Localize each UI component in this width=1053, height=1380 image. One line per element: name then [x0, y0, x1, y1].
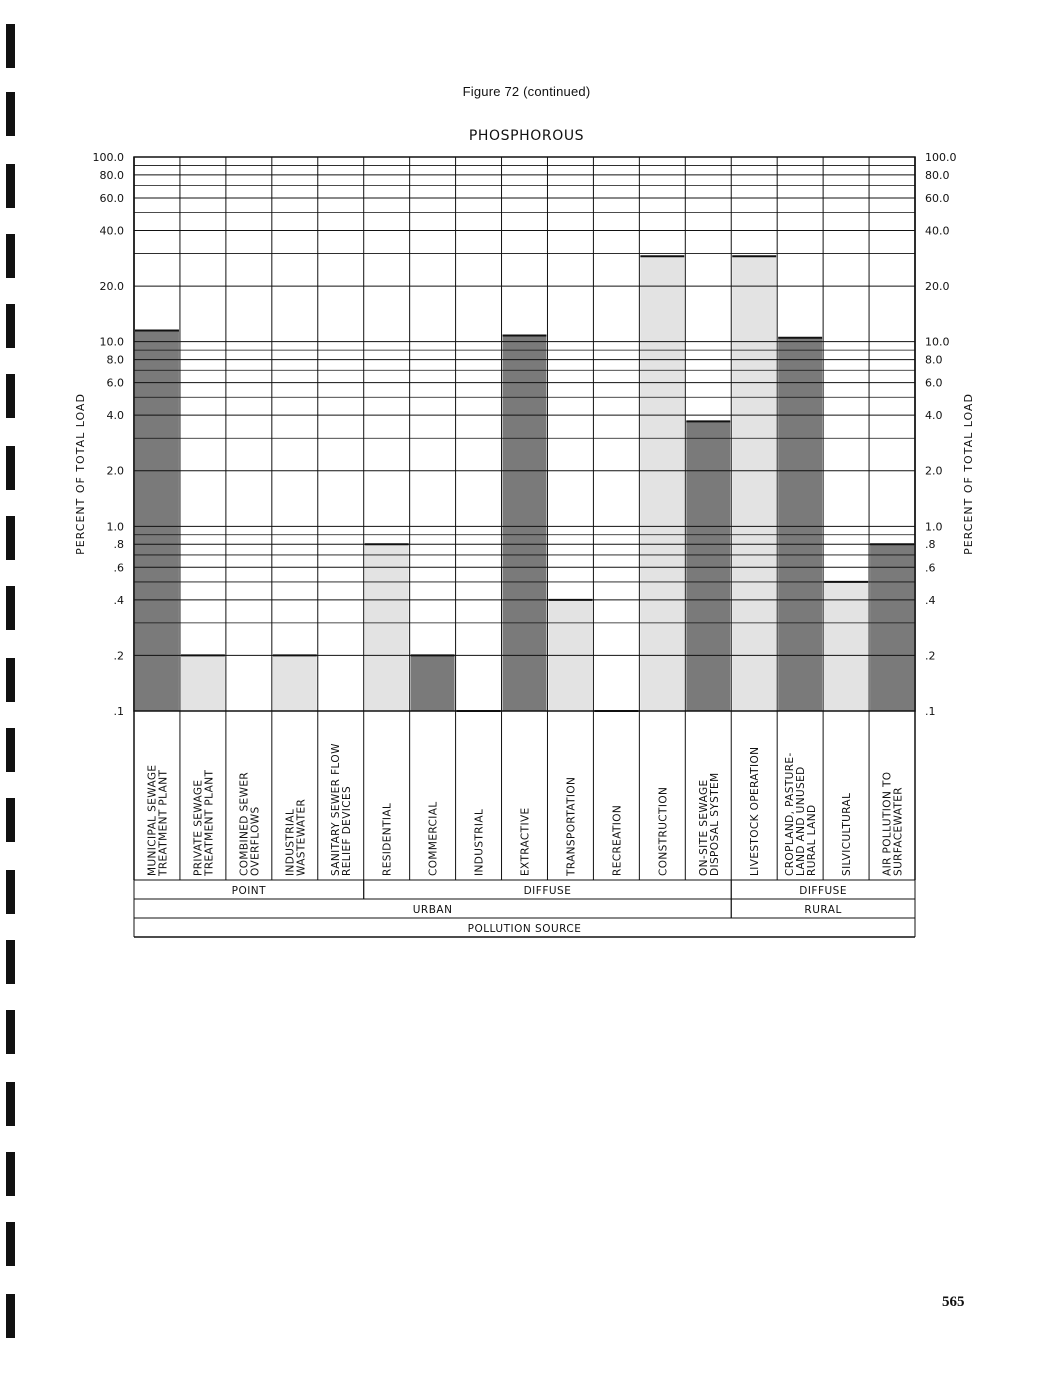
bar — [365, 544, 409, 711]
category-label: CONSTRUCTION — [657, 786, 670, 876]
bar — [135, 330, 179, 711]
y-tick-label-left: .1 — [113, 705, 124, 718]
y-tick-label-right: 60.0 — [925, 191, 950, 205]
y-tick-label-right: 8.0 — [925, 353, 943, 367]
bar — [732, 256, 776, 711]
y-tick-label-left: 4.0 — [106, 409, 124, 423]
bar — [273, 655, 317, 711]
category-label: INDUSTRIAL — [284, 808, 297, 876]
group-label-level1: POINT — [231, 885, 267, 897]
y-tick-label-right: 80.0 — [925, 168, 950, 182]
y-tick-label-left: 8.0 — [106, 353, 124, 367]
y-tick-label-right: 10.0 — [925, 335, 950, 349]
y-tick-label-right: .6 — [925, 561, 936, 575]
y-tick-label-left: 1.0 — [106, 520, 124, 534]
y-tick-label-right: 6.0 — [925, 376, 943, 390]
category-label: TREATMENT PLANT — [203, 769, 216, 876]
y-tick-label-left: .4 — [113, 593, 124, 607]
category-label: INDUSTRIAL — [473, 808, 486, 876]
group-label-level1: DIFFUSE — [523, 885, 572, 897]
y-tick-label-left: 6.0 — [106, 376, 124, 390]
y-axis-label-right: PERCENT OF TOTAL LOAD — [962, 393, 975, 555]
y-tick-label-left: .6 — [113, 561, 124, 575]
y-tick-label-right: .2 — [925, 649, 936, 663]
y-axis-label-left: PERCENT OF TOTAL LOAD — [74, 393, 87, 555]
category-label: LIVESTOCK OPERATION — [749, 746, 762, 876]
y-tick-label-left: .2 — [113, 649, 124, 663]
category-label: OVERFLOWS — [249, 806, 262, 876]
y-tick-label-right: 40.0 — [925, 224, 950, 238]
chart-title: PHOSPHOROUS — [468, 128, 585, 144]
category-label: CROPLAND, PASTURE- — [784, 752, 797, 876]
y-tick-label-left: .8 — [113, 538, 124, 552]
y-tick-label-right: 4.0 — [925, 409, 943, 423]
category-label: RECREATION — [611, 804, 624, 876]
y-tick-label-left: 40.0 — [99, 224, 124, 238]
category-label: RURAL LAND — [806, 804, 819, 876]
group-label-level2: URBAN — [412, 904, 453, 916]
bar — [411, 655, 455, 711]
category-label: COMMERCIAL — [427, 801, 440, 876]
category-label: SILVICULTURAL — [841, 792, 854, 876]
bar — [181, 655, 225, 711]
group-label-level2: RURAL — [804, 904, 842, 916]
category-label: RESIDENTIAL — [381, 802, 394, 876]
category-label: DISPOSAL SYSTEM — [708, 772, 721, 876]
category-label: TREATMENT PLANT — [157, 769, 170, 876]
y-tick-label-right: .1 — [925, 705, 936, 718]
figure-caption: Figure 72 (continued) — [462, 84, 591, 99]
page-number: 565 — [942, 1294, 965, 1310]
y-tick-label-right: 1.0 — [925, 520, 943, 534]
category-label: SURFACEWATER — [892, 786, 905, 876]
y-tick-label-right: .4 — [925, 593, 936, 607]
bar — [824, 582, 868, 711]
bar — [503, 335, 547, 711]
y-tick-label-left: 10.0 — [99, 335, 124, 349]
group-label-level1: DIFFUSE — [799, 885, 847, 897]
category-label: MUNICIPAL SEWAGE — [146, 764, 159, 876]
bar — [686, 421, 730, 711]
category-label: WASTEWATER — [295, 798, 308, 876]
category-label: RELIEF DEVICES — [341, 785, 354, 876]
bar — [870, 544, 914, 711]
y-tick-label-right: 20.0 — [925, 280, 950, 294]
y-tick-label-left: 100.0 — [92, 151, 124, 164]
y-tick-label-right: 100.0 — [925, 151, 957, 164]
y-tick-label-left: 80.0 — [99, 168, 124, 182]
category-label: EXTRACTIVE — [519, 807, 532, 876]
y-tick-label-right: .8 — [925, 538, 936, 552]
group-label-level3: POLLUTION SOURCE — [467, 923, 582, 935]
category-label: TRANSPORTATION — [565, 776, 578, 876]
y-tick-label-left: 2.0 — [106, 464, 124, 478]
y-tick-label-right: 2.0 — [925, 464, 943, 478]
y-tick-label-left: 60.0 — [99, 191, 124, 205]
category-label: COMBINED SEWER — [238, 771, 251, 876]
category-label: ON-SITE SEWAGE — [697, 779, 710, 876]
category-label: SANITARY SEWER FLOW — [330, 743, 343, 876]
y-tick-label-left: 20.0 — [99, 280, 124, 294]
category-label: LAND AND UNUSED — [795, 766, 808, 876]
bar — [640, 256, 684, 711]
category-label: PRIVATE SEWAGE — [192, 779, 205, 876]
category-label: AIR POLLUTION TO — [881, 771, 894, 876]
